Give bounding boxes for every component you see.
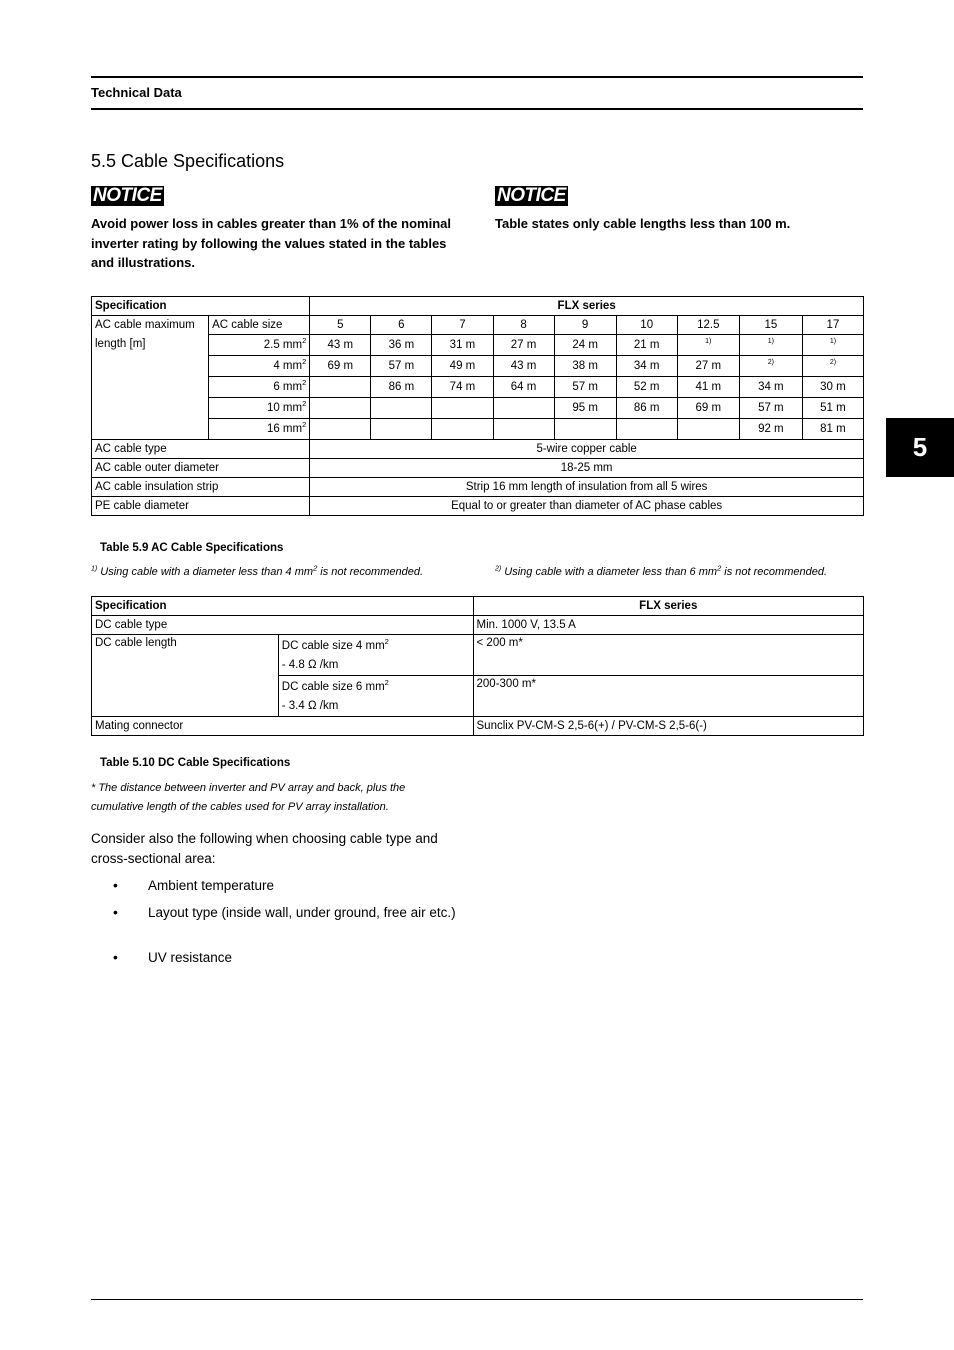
value-cell: 2)	[802, 356, 863, 377]
table-row	[92, 635, 864, 676]
size-cell: 16 $mm^2$	[209, 419, 310, 440]
notice-badge-left: NOTICE	[93, 185, 162, 206]
value-cell: 36 m	[371, 335, 432, 356]
value-cell: 64 m	[493, 377, 554, 398]
value-cell: 34 m	[739, 377, 802, 398]
consider-paragraph: Consider also the following when choosing cable type and cross-sectional area:	[91, 831, 438, 866]
notice-badge-right: NOTICE	[497, 185, 566, 206]
table-row	[92, 717, 864, 736]
value-cell	[310, 419, 371, 440]
bullet-dot: •	[113, 877, 118, 893]
spec-header: Specification	[92, 597, 474, 616]
bullet-dot: •	[113, 949, 118, 965]
value-cell: 86 m	[371, 377, 432, 398]
value-cell: 74 m	[432, 377, 493, 398]
row-value: 200-300 m*	[473, 676, 863, 717]
column-header: 5	[310, 316, 371, 335]
row-value: Min. 1000 V, 13.5 A	[473, 616, 863, 635]
dc-note: * The distance between inverter and PV array and back, plus the cumulative length of the cables used for PV array installation.	[91, 782, 406, 813]
series-header: FLX series	[473, 597, 863, 616]
bullet-item: Ambient temperature	[148, 878, 275, 893]
value-cell: 43 m	[310, 335, 371, 356]
ac-cable-spec-table	[91, 296, 864, 516]
table-row	[92, 478, 864, 497]
value-cell: 21 m	[616, 335, 677, 356]
column-header: 9	[554, 316, 616, 335]
dc-size-4-cell: DC cable size 4 $mm^2$ - 4.8 Ω /km	[278, 635, 473, 676]
footnote-2: $^{2)}$ Using cable with a diameter less than 6 $mm^2$ is not recommended.	[495, 563, 828, 578]
value-cell: 24 m	[554, 335, 616, 356]
value-cell: 69 m	[310, 356, 371, 377]
value-cell: 27 m	[493, 335, 554, 356]
value-cell: 1)	[802, 335, 863, 356]
header-top-rule	[91, 76, 863, 78]
value-cell	[371, 419, 432, 440]
table-row	[92, 297, 864, 316]
value-cell: 57 m	[371, 356, 432, 377]
value-cell: 92 m	[739, 419, 802, 440]
value-cell: 1)	[677, 335, 739, 356]
dc-table-caption: Table 5.10 DC Cable Specifications	[100, 757, 291, 769]
column-header: 8	[493, 316, 554, 335]
bullet-item: Layout type (inside wall, under ground, free air etc.)	[148, 905, 456, 920]
table-row	[92, 616, 864, 635]
row-label: PE cable diameter	[92, 497, 310, 516]
value-cell	[432, 398, 493, 419]
ac-size-header: AC cable size	[209, 316, 310, 335]
column-header: 17	[802, 316, 863, 335]
row-label: Mating connector	[92, 717, 474, 736]
value-cell: 2)	[739, 356, 802, 377]
value-cell	[554, 419, 616, 440]
column-header: 15	[739, 316, 802, 335]
row-label: AC cable outer diameter	[92, 459, 310, 478]
size-cell: 2.5 $mm^2$	[209, 335, 310, 356]
value-cell: 95 m	[554, 398, 616, 419]
running-header-title: Technical Data	[91, 85, 182, 100]
value-cell: 34 m	[616, 356, 677, 377]
row-label: DC cable type	[92, 616, 474, 635]
column-header: 10	[616, 316, 677, 335]
value-cell: 41 m	[677, 377, 739, 398]
value-cell: 69 m	[677, 398, 739, 419]
notice-text-right: Table states only cable lengths less than 100 m.	[495, 216, 791, 231]
spec-header: Specification	[92, 297, 310, 316]
value-cell: 1)	[739, 335, 802, 356]
row-value: Equal to or greater than diameter of AC phase cables	[310, 497, 864, 516]
value-cell	[310, 377, 371, 398]
column-header: 12.5	[677, 316, 739, 335]
footnote-1: $^{1)}$ Using cable with a diameter less than 4 $mm^2$ is not recommended.	[91, 563, 424, 578]
column-header: 7	[432, 316, 493, 335]
value-cell	[493, 419, 554, 440]
table-row	[92, 597, 864, 616]
ac-length-group-label: AC cable maximum length [m]	[92, 316, 209, 440]
value-cell: 43 m	[493, 356, 554, 377]
value-cell: 30 m	[802, 377, 863, 398]
value-cell: 57 m	[554, 377, 616, 398]
notice-text-left: Avoid power loss in cables greater than 1% of the nominal inverter rating by following the values stated in the tables and illustrations.	[91, 216, 451, 270]
table-row	[92, 459, 864, 478]
value-cell	[677, 419, 739, 440]
section-title: 5.5 Cable Specifications	[91, 151, 285, 171]
row-value: 18-25 mm	[310, 459, 864, 478]
value-cell	[310, 398, 371, 419]
row-label: AC cable type	[92, 440, 310, 459]
bullet-dot: •	[113, 904, 118, 920]
column-header: 6	[371, 316, 432, 335]
dc-size-6-cell: DC cable size 6 $mm^2$ - 3.4 Ω /km	[278, 676, 473, 717]
table-row	[92, 316, 864, 335]
value-cell	[371, 398, 432, 419]
size-cell: 10 $mm^2$	[209, 398, 310, 419]
chapter-tab: 5	[886, 418, 954, 477]
row-label: DC cable length	[92, 635, 279, 717]
value-cell: 27 m	[677, 356, 739, 377]
series-header: FLX series	[310, 297, 864, 316]
value-cell: 38 m	[554, 356, 616, 377]
size-cell: 4 $mm^2$	[209, 356, 310, 377]
bullet-item: UV resistance	[148, 950, 233, 965]
table-row	[92, 440, 864, 459]
row-value: Strip 16 mm length of insulation from all 5 wires	[310, 478, 864, 497]
value-cell: 51 m	[802, 398, 863, 419]
value-cell	[493, 398, 554, 419]
value-cell: 81 m	[802, 419, 863, 440]
value-cell: 49 m	[432, 356, 493, 377]
table-row	[92, 497, 864, 516]
row-value: Sunclix PV-CM-S 2,5-6(+) / PV-CM-S 2,5-6(-)	[473, 717, 863, 736]
row-value: < 200 m*	[473, 635, 863, 676]
value-cell: 57 m	[739, 398, 802, 419]
value-cell	[432, 419, 493, 440]
value-cell: 86 m	[616, 398, 677, 419]
size-cell: 6 $mm^2$	[209, 377, 310, 398]
ac-table-caption: Table 5.9 AC Cable Specifications	[100, 542, 284, 554]
value-cell: 31 m	[432, 335, 493, 356]
value-cell	[616, 419, 677, 440]
dc-cable-spec-table	[91, 596, 864, 736]
row-value: 5-wire copper cable	[310, 440, 864, 459]
value-cell: 52 m	[616, 377, 677, 398]
footer-rule	[91, 1299, 863, 1300]
header-bottom-rule	[91, 108, 863, 110]
row-label: AC cable insulation strip	[92, 478, 310, 497]
